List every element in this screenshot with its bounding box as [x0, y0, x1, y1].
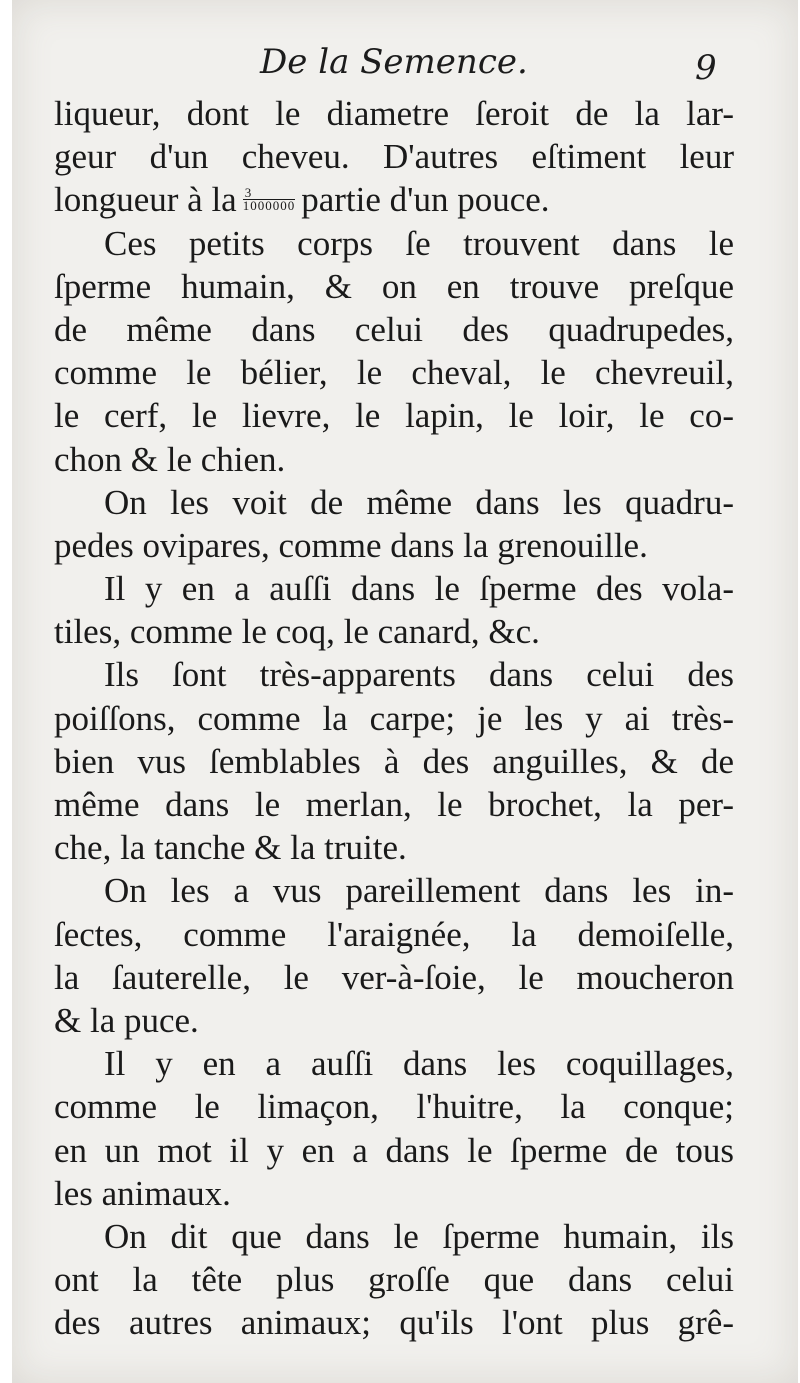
text-line: comme le bélier, le cheval, le chevreuil, — [54, 353, 734, 393]
text-line: che, la tanche & la truite. — [54, 828, 407, 868]
text-line: les animaux. — [54, 1173, 231, 1213]
text-line: poiſſons, comme la carpe; je les y ai très- — [54, 698, 734, 738]
fraction-denominator: 1000000 — [242, 197, 296, 213]
text-line: ſectes, comme l'araignée, la demoiſelle, — [54, 914, 734, 954]
text-line: même dans le merlan, le brochet, la per- — [54, 785, 734, 824]
body-text — [54, 92, 734, 1344]
fraction-numerator: 3 — [243, 187, 296, 200]
page-number: 9 — [695, 48, 717, 88]
text-line: & la puce. — [54, 1000, 199, 1040]
text-line: liqueur, dont le diametre ſeroit de la lar- — [54, 94, 734, 133]
line-text-after: partie d'un pouce. — [301, 180, 550, 220]
text-line: Ces petits corps ſe trouvent dans le — [104, 223, 734, 263]
text-line: comme le limaçon, l'huitre, la conque; — [54, 1087, 734, 1127]
text-line: ont la tête plus groſſe que dans celui — [54, 1260, 734, 1300]
text-line: On les a vus pareillement dans les in- — [104, 871, 734, 911]
text-line: de même dans celui des quadrupedes, — [54, 309, 734, 349]
text-line: la ſauterelle, le ver-à-ſoie, le moucheron — [54, 957, 734, 997]
text-line: ſperme humain, & on en trouve preſque — [54, 266, 734, 306]
text-line: On les voit de même dans les quadru- — [104, 482, 734, 522]
text-line: Il y en a auſſi dans les coquillages, — [104, 1044, 734, 1084]
text-line: Ils ſont très-apparents dans celui des — [104, 655, 734, 695]
text-line: Il y en a auſſi dans le ſperme des vola- — [104, 569, 734, 609]
text-line: bien vus ſemblables à des anguilles, & de — [54, 741, 734, 781]
text-line: des autres animaux; qu'ils l'ont plus grê- — [54, 1303, 734, 1343]
page-header — [12, 42, 798, 96]
text-line-with-fraction — [54, 178, 734, 221]
running-title: De la Semence. — [260, 42, 528, 82]
text-line: le cerf, le lievre, le lapin, le loir, le co- — [54, 396, 734, 436]
line-text-before: longueur à la — [54, 180, 237, 220]
text-line: pedes ovipares, comme dans la grenouille. — [54, 525, 648, 565]
text-line: en un mot il y en a dans le ſperme de tous — [54, 1130, 734, 1170]
book-page — [12, 0, 798, 1383]
text-line: tiles, comme le coq, le canard, &c. — [54, 612, 540, 652]
text-line: geur d'un cheveu. D'autres eſtiment leur — [54, 137, 734, 177]
fraction — [242, 184, 296, 213]
text-line: chon & le chien. — [54, 439, 286, 479]
text-line: On dit que dans le ſperme humain, ils — [104, 1216, 734, 1256]
